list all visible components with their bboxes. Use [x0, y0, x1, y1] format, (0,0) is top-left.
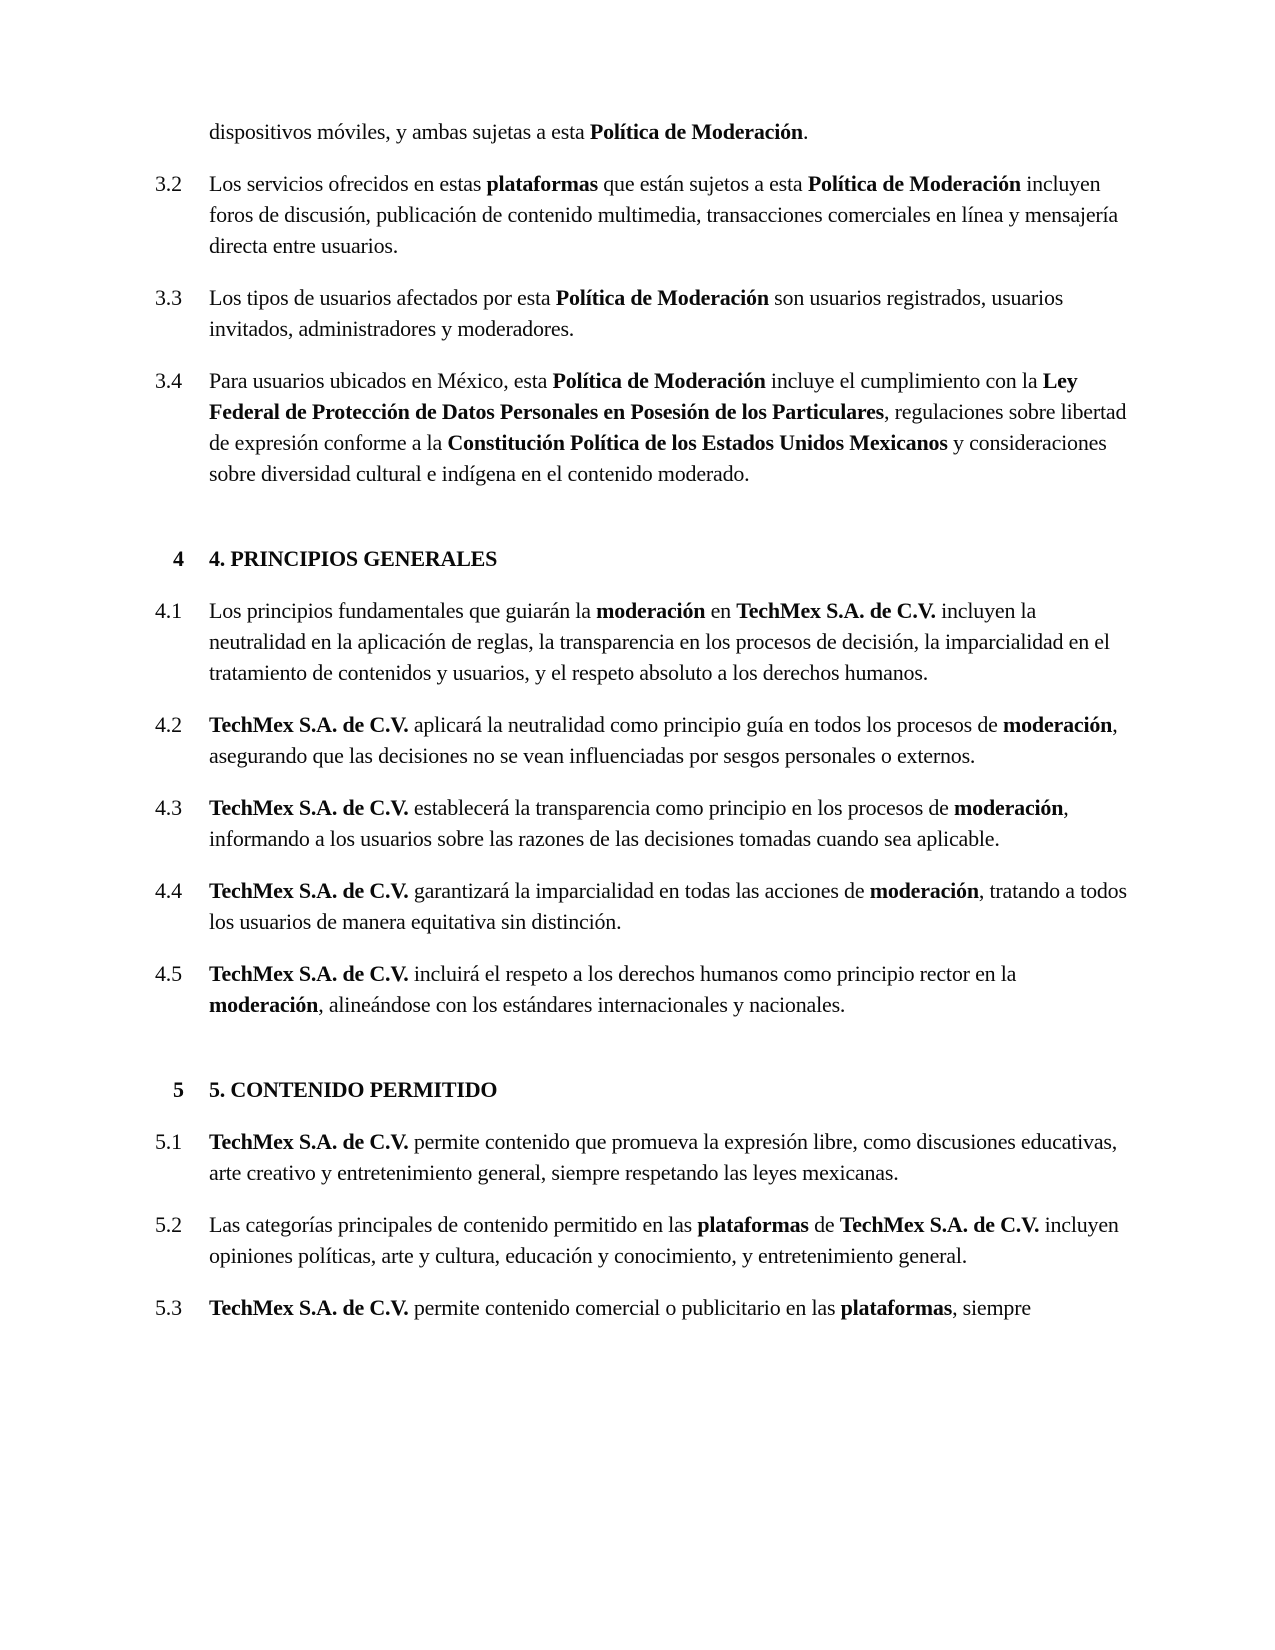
- clause-text: [209, 875, 1133, 937]
- numbered-clause: [155, 282, 1133, 344]
- text-run: incluyen la neutralidad en la aplicación de reglas, la transparencia en los procesos de decisión, la imparcialidad en el tratamiento de contenidos y usuarios, y el respeto absoluto a los derechos humanos.: [209, 598, 1110, 685]
- clause-number: 5.1: [155, 1129, 182, 1154]
- bold-run: moderación: [209, 992, 319, 1017]
- text-run: permite contenido que promueva la expresión libre, como discusiones educativas, arte creativo y entretenimiento general, siempre respetando las leyes mexicanas.: [209, 1129, 1118, 1185]
- text-run: incluye el cumplimiento con la: [765, 368, 1043, 393]
- bold-run: TechMex S.A. de C.V.: [839, 1212, 1040, 1237]
- clause-number: 4.2: [155, 712, 182, 737]
- text-run: , siempre: [952, 1295, 1031, 1320]
- text-run: son usuarios registrados, usuarios invitados, administradores y moderadores.: [209, 285, 1064, 341]
- text-run: que están sujetos a esta: [597, 171, 808, 196]
- bold-run: TechMex S.A. de C.V.: [209, 1295, 409, 1320]
- text-run: establecerá la transparencia como principio en los procesos de: [408, 795, 955, 820]
- clause-number: 3.2: [155, 171, 182, 196]
- bold-run: moderación: [1003, 712, 1113, 737]
- clause-text: [209, 168, 1133, 261]
- text-run: .: [802, 119, 809, 144]
- text-run: , informando a los usuarios sobre las razones de las decisiones tomadas cuando sea aplicable.: [209, 795, 1069, 851]
- clause-number: 4.4: [155, 878, 182, 903]
- clause-number: 3.3: [155, 285, 182, 310]
- heading-number: 5: [173, 1077, 184, 1102]
- clause-text: [209, 1292, 1133, 1323]
- bold-run: TechMex S.A. de C.V.: [736, 598, 936, 623]
- clause-number: 5.3: [155, 1295, 182, 1320]
- clause-text: [209, 958, 1133, 1020]
- clause-number: 4.5: [155, 961, 182, 986]
- numbered-clause: [155, 1292, 1133, 1323]
- numbered-clause: [155, 365, 1133, 489]
- numbered-clause: [155, 709, 1133, 771]
- clause-text: [209, 1126, 1133, 1188]
- continuation-paragraph: [155, 116, 1133, 147]
- text-run: permite contenido comercial o publicitario en las: [408, 1295, 841, 1320]
- text-run: , tratando a todos los usuarios de manera equitativa sin distinción.: [209, 878, 1127, 934]
- text-run: Los tipos de usuarios afectados por esta: [209, 285, 556, 310]
- heading-number: 4: [173, 546, 184, 571]
- text-run: incluyen opiniones políticas, arte y cultura, educación y conocimiento, y entretenimiento general.: [209, 1212, 1119, 1268]
- bold-run: plataformas: [697, 1212, 809, 1237]
- numbered-clause: [155, 1126, 1133, 1188]
- numbered-clause: [155, 168, 1133, 261]
- text-run: dispositivos móviles, y ambas sujetas a esta: [209, 119, 590, 144]
- heading-text: [209, 543, 1133, 574]
- numbered-clause: [155, 1209, 1133, 1271]
- numbered-clause: [155, 875, 1133, 937]
- section-heading: [155, 543, 1133, 574]
- bold-run: Política de Moderación: [807, 171, 1021, 196]
- bold-run: plataformas: [840, 1295, 953, 1320]
- section-heading: [155, 1074, 1133, 1105]
- text-run: , asegurando que las decisiones no se vean influenciadas por sesgos personales o externos.: [209, 712, 1118, 768]
- bold-run: TechMex S.A. de C.V.: [209, 712, 409, 737]
- bold-run: Ley Federal de Protección de Datos Personales en Posesión de los Particulares: [209, 368, 1078, 424]
- numbered-clause: [155, 595, 1133, 688]
- clause-text: [209, 709, 1133, 771]
- clause-number: 4.3: [155, 795, 182, 820]
- bold-run: Política de Moderación: [589, 119, 803, 144]
- text-run: incluyen foros de discusión, publicación de contenido multimedia, transacciones comerciales en línea y mensajería directa entre usuarios.: [209, 171, 1118, 258]
- text-run: Las categorías principales de contenido permitido en las: [209, 1212, 698, 1237]
- bold-run: 5. CONTENIDO PERMITIDO: [209, 1077, 498, 1102]
- numbered-clause: [155, 792, 1133, 854]
- bold-run: 4. PRINCIPIOS GENERALES: [209, 546, 498, 571]
- heading-text: [209, 1074, 1133, 1105]
- text-run: y consideraciones sobre diversidad cultural e indígena en el contenido moderado.: [209, 430, 1107, 486]
- numbered-clause: [155, 958, 1133, 1020]
- clause-text: [209, 365, 1133, 489]
- bold-run: Política de Moderación: [552, 368, 766, 393]
- bold-run: TechMex S.A. de C.V.: [209, 1129, 409, 1154]
- text-run: Los servicios ofrecidos en estas: [209, 171, 487, 196]
- bold-run: TechMex S.A. de C.V.: [209, 795, 409, 820]
- text-run: Para usuarios ubicados en México, esta: [209, 368, 553, 393]
- bold-run: TechMex S.A. de C.V.: [209, 961, 409, 986]
- clause-text: [209, 282, 1133, 344]
- text-run: en: [705, 598, 737, 623]
- bold-run: TechMex S.A. de C.V.: [209, 878, 409, 903]
- clause-number: 4.1: [155, 598, 182, 623]
- clause-text: [209, 792, 1133, 854]
- bold-run: Constitución Política de los Estados Unidos Mexicanos: [447, 430, 948, 455]
- text-run: Los principios fundamentales que guiarán la: [209, 598, 597, 623]
- text-run: , alineándose con los estándares internacionales y nacionales.: [318, 992, 846, 1017]
- bold-run: moderación: [954, 795, 1064, 820]
- text-run: garantizará la imparcialidad en todas las acciones de: [408, 878, 870, 903]
- clause-number: 3.4: [155, 368, 182, 393]
- bold-run: moderación: [596, 598, 706, 623]
- clause-text: [209, 1209, 1133, 1271]
- bold-run: moderación: [869, 878, 979, 903]
- clause-text: [209, 595, 1133, 688]
- clause-text: [209, 116, 1133, 147]
- bold-run: Política de Moderación: [555, 285, 769, 310]
- clause-number: 5.2: [155, 1212, 182, 1237]
- text-run: incluirá el respeto a los derechos humanos como principio rector en la: [408, 961, 1017, 986]
- text-run: aplicará la neutralidad como principio guía en todos los procesos de: [408, 712, 1003, 737]
- text-run: , regulaciones sobre libertad de expresión conforme a la: [209, 399, 1127, 455]
- text-run: de: [808, 1212, 840, 1237]
- bold-run: plataformas: [486, 171, 598, 196]
